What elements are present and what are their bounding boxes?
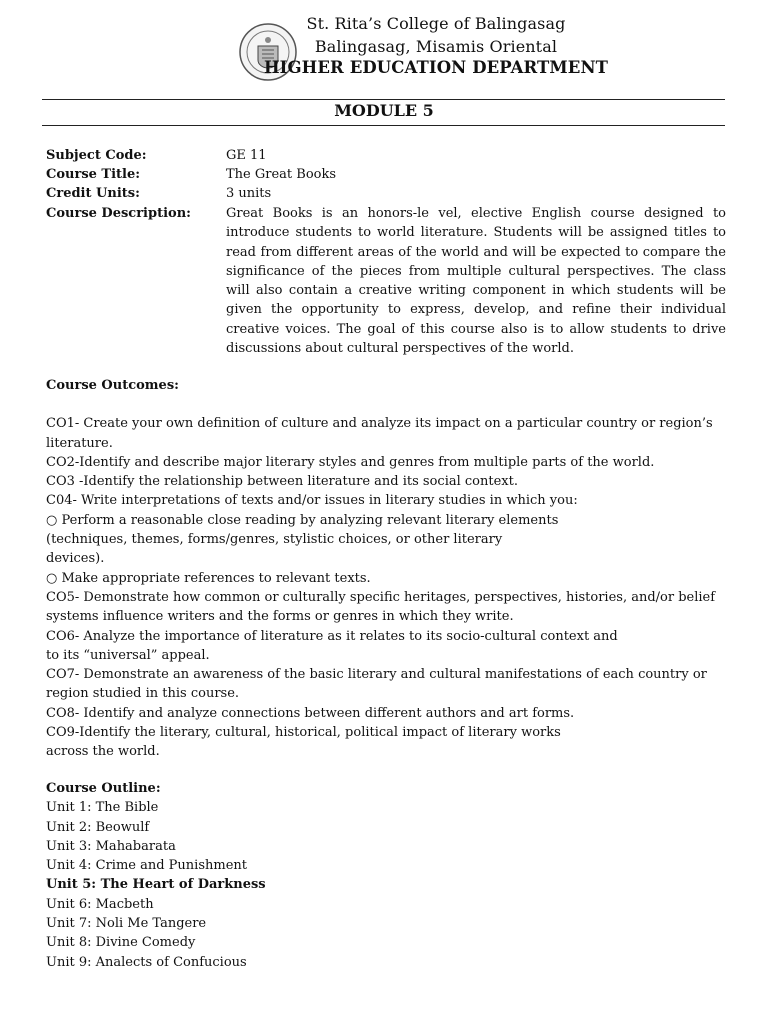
outline-title: Course Outline:	[46, 781, 161, 796]
outcome-line: to its “universal” appeal.	[46, 647, 210, 663]
outcome-line: C04- Write interpretations of texts and/or issues in literary studies in which you:	[46, 493, 578, 509]
bottom-divider	[42, 125, 725, 126]
outcome-line: across the world.	[46, 744, 160, 760]
outcomes-title: Course Outcomes:	[46, 378, 179, 393]
outline-unit: Unit 5: The Heart of Darkness	[46, 877, 266, 893]
course-outcomes	[46, 376, 736, 762]
outline-list	[46, 798, 736, 972]
outcome-line: ○ Perform a reasonable close reading by analyzing relevant literary elements	[46, 512, 559, 528]
department-name: HIGHER EDUCATION DEPARTMENT	[263, 58, 609, 77]
outline-unit: Unit 3: Mahabarata	[46, 838, 176, 854]
outline-unit: Unit 7: Noli Me Tangere	[46, 916, 207, 932]
outline-unit: Unit 8: Divine Comedy	[46, 935, 196, 951]
field-label: Credit Units:	[46, 186, 140, 201]
outcomes-list	[46, 414, 736, 761]
outcome-line: CO7- Demonstrate an awareness of the basic literary and cultural manifestations of each country or	[46, 667, 707, 683]
outline-unit: Unit 4: Crime and Punishment	[46, 858, 247, 874]
field-value: GE 11	[226, 148, 267, 163]
outcome-line: CO9-Identify the literary, cultural, historical, political impact of literary works	[46, 725, 561, 741]
field-label: Course Title:	[46, 167, 141, 182]
outcome-line: ○ Make appropriate references to relevant texts.	[46, 570, 371, 586]
outcome-line: CO2-Identify and describe major literary styles and genres from multiple parts of the world.	[46, 454, 655, 470]
outline-unit: Unit 6: Macbeth	[46, 896, 154, 912]
module-title: MODULE 5	[334, 101, 434, 120]
outcome-line: CO8- Identify and analyze connections between different authors and art forms.	[46, 705, 575, 721]
outcome-line: CO5- Demonstrate how common or culturally specific heritages, perspectives, histories, and/or belief	[46, 589, 716, 605]
outcome-line: devices).	[46, 551, 105, 567]
outcome-line: literature.	[46, 435, 113, 451]
course-description: Great Books is an honors-le vel, elective English course designed to introduce students to world literature. Students will be assigned titles to read from different areas of the world and will be expected to compare the significance of the pieces from multiple cultural perspectives. The class will also contain a creative writing component in which students will be given the opportunity to express, develop, and refine their individual creative voices. The goal of this course also is to allow students to drive discussions about cultural perspectives of the world.	[226, 206, 726, 357]
field-row	[46, 165, 726, 184]
field-row	[46, 146, 726, 165]
field-label: Subject Code:	[46, 148, 147, 163]
course-outline	[46, 779, 736, 972]
school-name: St. Rita’s College of Balingasag	[306, 14, 566, 33]
outcome-line: region studied in this course.	[46, 686, 240, 702]
field-label: Course Description:	[46, 206, 191, 221]
top-divider	[42, 99, 725, 100]
outcome-line: (techniques, themes, forms/genres, stylistic choices, or other literary	[46, 532, 503, 548]
outline-unit: Unit 9: Analects of Confucious	[46, 954, 247, 970]
field-value: 3 units	[226, 186, 272, 201]
outcome-line: CO1- Create your own definition of culture and analyze its impact on a particular country or region’s	[46, 416, 713, 432]
field-row	[46, 184, 726, 203]
field-value: The Great Books	[226, 167, 337, 182]
outcome-line: CO3 -Identify the relationship between literature and its social context.	[46, 474, 518, 490]
outcome-line: CO6- Analyze the importance of literature as it relates to its socio-cultural context and	[46, 628, 618, 644]
school-address: Balingasag, Misamis Oriental	[314, 37, 558, 56]
outline-unit: Unit 1: The Bible	[46, 800, 159, 816]
outline-unit: Unit 2: Beowulf	[46, 819, 150, 835]
outcome-line: systems influence writers and the forms or genres in which they write.	[46, 609, 514, 625]
